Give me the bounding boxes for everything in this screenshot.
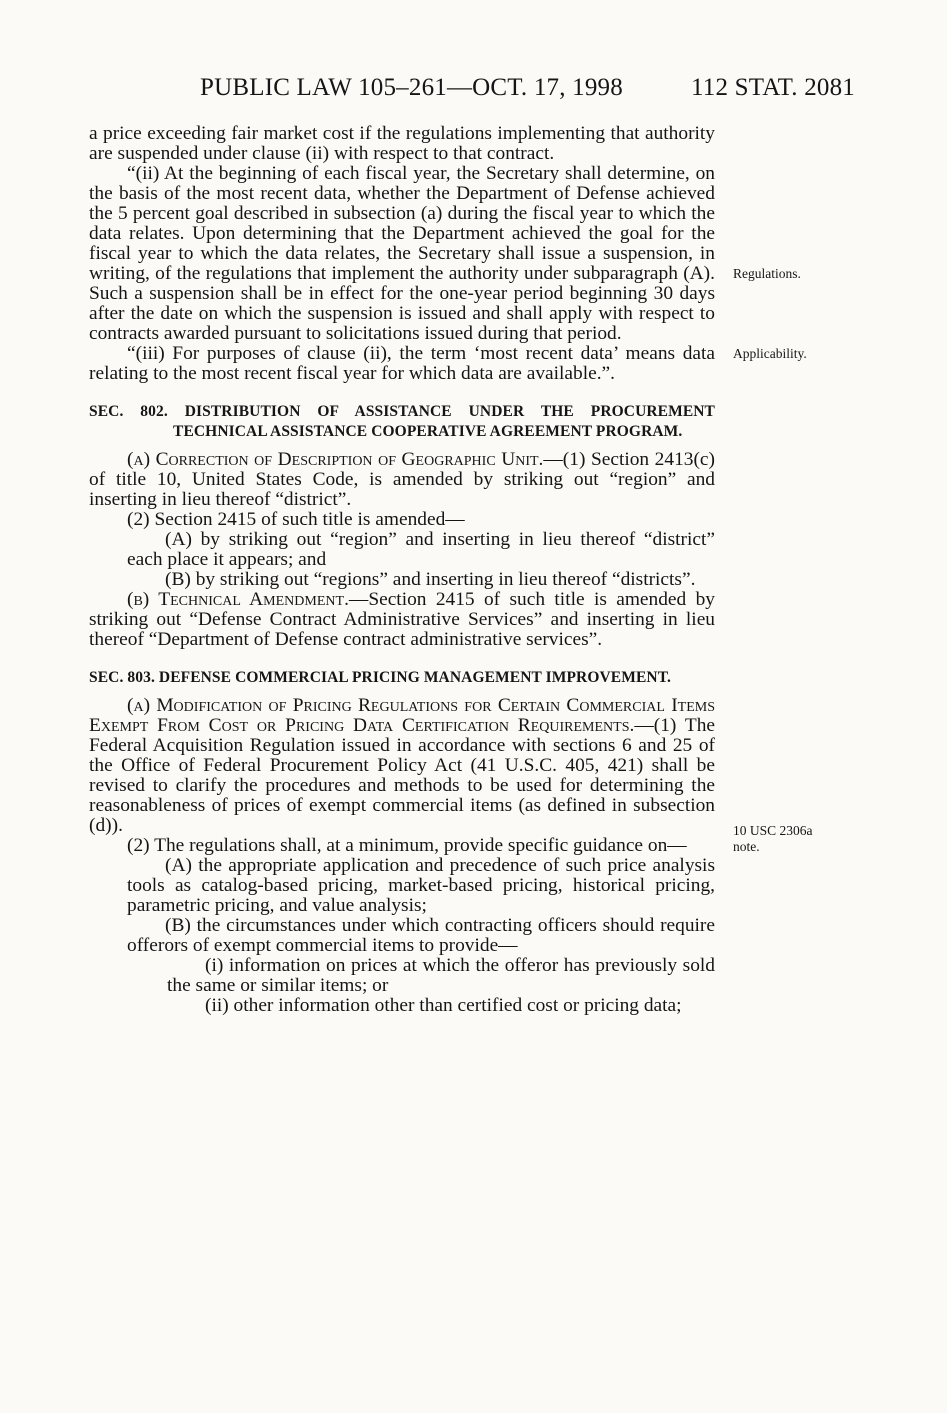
paragraph-803-a-2: (2) The regulations shall, at a minimum, provide specific guidance on— <box>127 835 687 856</box>
paragraph-clause-iii: “(iii) For purposes of clause (ii), the term ‘most recent data’ means data relating to the most recent fiscal year for which data are available.”. <box>89 343 715 384</box>
paragraph-802-a <box>89 450 715 510</box>
paragraph-802-a-2-A: (A) by striking out “region” and inserting in lieu thereof “district” each place it appears; and <box>127 529 715 570</box>
paragraph-802-b <box>89 590 715 650</box>
subsection-text: Section 2415 of such title is amended by striking out “Defense Contract Administrative Services” and inserting in lieu thereof “Department of Defense contract administrative services”. <box>89 589 715 650</box>
running-head-title: PUBLIC LAW 105–261—OCT. 17, 1998 <box>200 74 623 101</box>
paragraph-802-a-2-B: (B) by striking out “regions” and inserting in lieu thereof “districts”. <box>165 569 696 590</box>
paragraph-803-a <box>89 696 715 836</box>
section-803-heading: SEC. 803. DEFENSE COMMERCIAL PRICING MANAGEMENT IMPROVEMENT. <box>89 669 671 686</box>
margin-note-usc-line2: note. <box>733 839 760 854</box>
margin-note-regulations: Regulations. <box>733 266 801 281</box>
subsection-caption: (a) Modification of Pricing Regulations for Certain Commercial Items Exempt From Cost or Pricing Data Certification Requirements.— <box>89 695 715 736</box>
paragraph-clause-ii: “(ii) At the beginning of each fiscal year, the Secretary shall determine, on the basis of the most recent data, whether the Department of Defense achieved the 5 percent goal described in subsection (a) during the fiscal year to which the data relates. Upon determining that the Department achieved the goal for the fiscal year to which the data relates, the Secretary shall issue a suspension, in writing, of the regulations that implement the authority under subparagraph (A). Such a suspension shall be in effect for the one-year period beginning 30 days after the date on which the suspension is issued and shall apply with respect to contracts awarded pursuant to solicitations issued during that period. <box>89 163 715 344</box>
section-802-heading: SEC. 802. DISTRIBUTION OF ASSISTANCE UNDER THE PROCUREMENT TECHNICAL ASSISTANCE COOPERATIVE AGREEMENT PROGRAM. <box>89 403 715 440</box>
margin-note-applicability: Applicability. <box>733 346 807 361</box>
subsection-caption: (a) Correction of Description of Geographic Unit.— <box>127 449 563 470</box>
margin-note-usc-citation <box>733 823 813 855</box>
paragraph-802-a-2: (2) Section 2415 of such title is amended— <box>127 509 465 530</box>
subsection-text: (1) Section 2413(c) of title 10, United States Code, is amended by striking out “region” and inserting in lieu thereof “district”. <box>89 449 715 510</box>
margin-note-usc-line1: 10 USC 2306a <box>733 823 813 838</box>
paragraph-803-a-2-A: (A) the appropriate application and precedence of such price analysis tools as catalog-based pricing, market-based pricing, historical pricing, parametric pricing, and value analysis; <box>127 855 715 916</box>
document-body <box>89 124 715 1016</box>
paragraph-803-a-2-B-i: (i) information on prices at which the offeror has previously sold the same or similar items; or <box>167 955 715 996</box>
statute-page-number: 112 STAT. 2081 <box>691 74 855 101</box>
subsection-caption: (b) Technical Amendment.— <box>127 589 369 610</box>
page-header <box>200 70 855 106</box>
subsection-text: (1) The Federal Acquisition Regulation issued in accordance with sections 6 and 25 of the Office of Federal Procurement Policy Act (41 U.S.C. 405, 421) shall be revised to clarify the procedures and methods to be used for determining the reasonableness of prices of exempt commercial items (as defined in subsection (d)). <box>89 715 715 836</box>
paragraph-803-a-2-B-ii: (ii) other information other than certified cost or pricing data; <box>205 995 682 1016</box>
paragraph-continuation: a price exceeding fair market cost if the regulations implementing that authority are suspended under clause (ii) with respect to that contract. <box>89 123 715 164</box>
paragraph-803-a-2-B: (B) the circumstances under which contracting officers should require offerors of exempt commercial items to provide— <box>127 915 715 956</box>
